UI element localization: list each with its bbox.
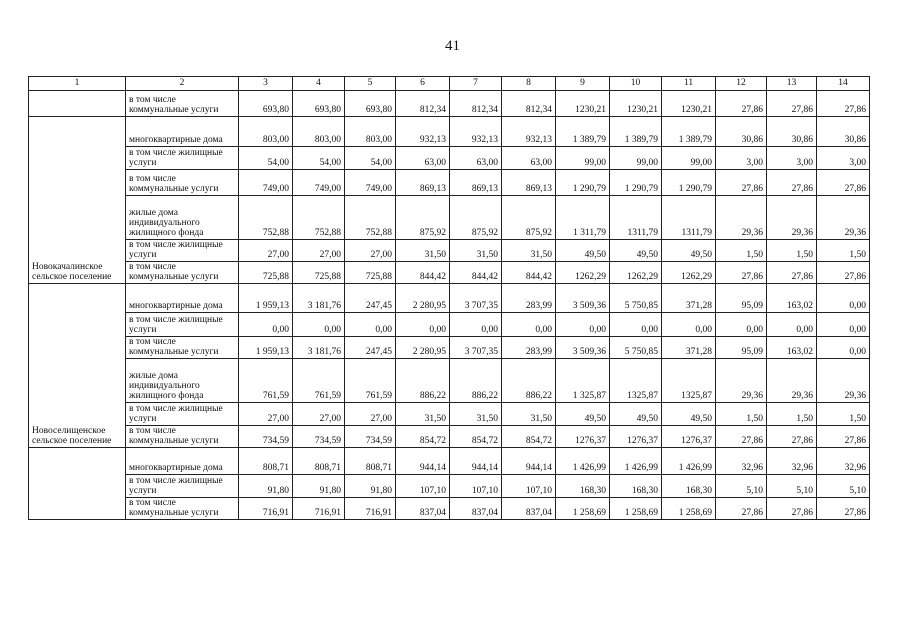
table-cell: 0,00 [293, 313, 345, 337]
table-cell: 163,02 [767, 284, 817, 313]
table-cell: 1,50 [716, 403, 767, 426]
table-cell: 944,14 [502, 448, 556, 475]
row-label: в том числе жилищные услуги [126, 147, 239, 170]
table-cell: 107,10 [502, 475, 556, 498]
table-cell: 1 389,79 [610, 117, 662, 147]
table-cell: 1 426,99 [610, 448, 662, 475]
table-cell: 27,00 [239, 240, 293, 262]
table-cell: 54,00 [293, 147, 345, 170]
page-number: 41 [445, 38, 460, 54]
table-cell: 91,80 [293, 475, 345, 498]
table-cell: 875,92 [396, 196, 450, 240]
table-cell: 1 258,69 [662, 498, 716, 520]
table-cell: 27,86 [767, 91, 817, 117]
row-label: в том числе жилищные услуги [126, 475, 239, 498]
table-cell: 27,86 [817, 498, 870, 520]
table-cell: 91,80 [239, 475, 293, 498]
table-cell: 0,00 [556, 313, 610, 337]
table-cell: 0,00 [502, 313, 556, 337]
table-cell: 854,72 [502, 426, 556, 448]
table-cell: 1,50 [716, 240, 767, 262]
table-cell: 1 325,87 [556, 359, 610, 403]
table-cell: 0,00 [767, 313, 817, 337]
row-label: многоквартирные дома [126, 284, 239, 313]
table-cell: 27,86 [716, 426, 767, 448]
table-row [29, 196, 870, 240]
table-cell: 749,00 [345, 170, 396, 196]
table-cell: 0,00 [817, 313, 870, 337]
table-cell: 5 750,85 [610, 337, 662, 359]
table-cell: 1 389,79 [556, 117, 610, 147]
table-cell: 3 707,35 [450, 284, 502, 313]
table-cell: 944,14 [450, 448, 502, 475]
table-cell: 54,00 [239, 147, 293, 170]
table-cell: 725,88 [293, 262, 345, 284]
table-cell: 99,00 [556, 147, 610, 170]
table-cell: 844,42 [396, 262, 450, 284]
table-cell: 0,00 [817, 284, 870, 313]
column-header: 2 [126, 77, 239, 91]
row-label: многоквартирные дома [126, 117, 239, 147]
table-cell: 1230,21 [610, 91, 662, 117]
table-cell: 29,36 [716, 359, 767, 403]
table-cell: 1,50 [817, 403, 870, 426]
table-cell: 844,42 [450, 262, 502, 284]
table-cell: 371,28 [662, 284, 716, 313]
column-header: 1 [29, 77, 126, 91]
row-label: в том числе коммунальные услуги [126, 426, 239, 448]
table-cell: 0,00 [345, 313, 396, 337]
table-cell: 0,00 [239, 313, 293, 337]
table-cell: 1 389,79 [662, 117, 716, 147]
column-header: 6 [396, 77, 450, 91]
table-cell: 168,30 [610, 475, 662, 498]
table-cell: 27,00 [293, 403, 345, 426]
table-cell: 734,59 [239, 426, 293, 448]
table-cell: 1276,37 [662, 426, 716, 448]
table-cell: 812,34 [450, 91, 502, 117]
table-cell: 2 280,95 [396, 337, 450, 359]
tariff-table [28, 76, 870, 520]
table-cell: 693,80 [293, 91, 345, 117]
row-label: жилые дома индивидуального жилищного фонда [126, 196, 239, 240]
table-cell: 803,00 [239, 117, 293, 147]
table-cell: 27,86 [817, 426, 870, 448]
table-cell: 30,86 [767, 117, 817, 147]
table-cell: 49,50 [662, 240, 716, 262]
table-cell: 54,00 [345, 147, 396, 170]
table-cell: 30,86 [716, 117, 767, 147]
table-cell: 808,71 [293, 448, 345, 475]
table-cell: 283,99 [502, 337, 556, 359]
table-cell: 1311,79 [610, 196, 662, 240]
table-cell: 27,86 [716, 91, 767, 117]
settlement-name [29, 448, 126, 520]
table-cell: 49,50 [556, 403, 610, 426]
column-header: 14 [817, 77, 870, 91]
table-cell: 27,86 [767, 170, 817, 196]
row-label: в том числе жилищные услуги [126, 403, 239, 426]
table-cell: 5,10 [767, 475, 817, 498]
table-cell: 27,86 [817, 262, 870, 284]
table-cell: 854,72 [450, 426, 502, 448]
column-header: 4 [293, 77, 345, 91]
table-cell: 27,86 [817, 91, 870, 117]
column-header: 12 [716, 77, 767, 91]
table-cell: 32,96 [767, 448, 817, 475]
row-label: многоквартирные дома [126, 448, 239, 475]
table-cell: 752,88 [293, 196, 345, 240]
table-cell: 803,00 [293, 117, 345, 147]
table-cell: 2 280,95 [396, 284, 450, 313]
table-cell: 1 959,13 [239, 284, 293, 313]
table-cell: 725,88 [239, 262, 293, 284]
table-cell: 31,50 [502, 240, 556, 262]
table-cell: 1 426,99 [556, 448, 610, 475]
table-cell: 29,36 [767, 196, 817, 240]
table-cell: 761,59 [239, 359, 293, 403]
table-cell: 5,10 [716, 475, 767, 498]
table-cell: 32,96 [817, 448, 870, 475]
table-cell: 27,00 [345, 240, 396, 262]
table-cell: 0,00 [450, 313, 502, 337]
table-cell: 107,10 [396, 475, 450, 498]
column-header: 10 [610, 77, 662, 91]
table-cell: 283,99 [502, 284, 556, 313]
table-cell: 27,86 [716, 262, 767, 284]
table-cell: 27,86 [817, 170, 870, 196]
row-label: жилые дома индивидуального жилищного фонда [126, 359, 239, 403]
table-row [29, 117, 870, 147]
table-cell: 247,45 [345, 284, 396, 313]
table-cell: 1311,79 [662, 196, 716, 240]
table-cell: 27,00 [345, 403, 396, 426]
table-cell: 30,86 [817, 117, 870, 147]
table-cell: 32,96 [716, 448, 767, 475]
settlement-name [29, 91, 126, 117]
table-cell: 247,45 [345, 337, 396, 359]
row-label: в том числе жилищные услуги [126, 240, 239, 262]
table-cell: 808,71 [239, 448, 293, 475]
column-header: 13 [767, 77, 817, 91]
table-cell: 812,34 [502, 91, 556, 117]
table-row [29, 475, 870, 498]
table-cell: 869,13 [396, 170, 450, 196]
table-cell: 31,50 [450, 403, 502, 426]
row-label: в том числе коммунальные услуги [126, 262, 239, 284]
table-cell: 837,04 [396, 498, 450, 520]
table-row [29, 426, 870, 448]
table-cell: 1230,21 [662, 91, 716, 117]
table-cell: 752,88 [239, 196, 293, 240]
table-cell: 875,92 [450, 196, 502, 240]
table-cell: 0,00 [817, 337, 870, 359]
table-row [29, 403, 870, 426]
table-cell: 31,50 [502, 403, 556, 426]
row-label: в том числе коммунальные услуги [126, 91, 239, 117]
table-cell: 3,00 [716, 147, 767, 170]
table-cell: 163,02 [767, 337, 817, 359]
column-header: 5 [345, 77, 396, 91]
table-cell: 3 707,35 [450, 337, 502, 359]
table-cell: 1325,87 [610, 359, 662, 403]
table-cell: 869,13 [450, 170, 502, 196]
table-cell: 875,92 [502, 196, 556, 240]
table-cell: 95,09 [716, 284, 767, 313]
table-cell: 1276,37 [610, 426, 662, 448]
table-cell: 3,00 [817, 147, 870, 170]
table-cell: 734,59 [345, 426, 396, 448]
table-cell: 31,50 [396, 240, 450, 262]
table-cell: 1325,87 [662, 359, 716, 403]
table-cell: 99,00 [610, 147, 662, 170]
table-cell: 1276,37 [556, 426, 610, 448]
table-cell: 854,72 [396, 426, 450, 448]
table-cell: 1 290,79 [662, 170, 716, 196]
table-row [29, 359, 870, 403]
table-cell: 99,00 [662, 147, 716, 170]
table-row [29, 262, 870, 284]
table-cell: 803,00 [345, 117, 396, 147]
table-cell: 0,00 [716, 313, 767, 337]
table-cell: 3 181,76 [293, 337, 345, 359]
table-cell: 27,86 [716, 170, 767, 196]
table-cell: 1262,29 [610, 262, 662, 284]
table-cell: 29,36 [767, 359, 817, 403]
table-cell: 886,22 [502, 359, 556, 403]
table-cell: 1 258,69 [610, 498, 662, 520]
table-cell: 63,00 [396, 147, 450, 170]
table-cell: 734,59 [293, 426, 345, 448]
table-cell: 812,34 [396, 91, 450, 117]
table-cell: 749,00 [239, 170, 293, 196]
table-cell: 693,80 [239, 91, 293, 117]
table-cell: 1 290,79 [556, 170, 610, 196]
table-row [29, 284, 870, 313]
table-row [29, 313, 870, 337]
table-cell: 886,22 [450, 359, 502, 403]
header-row [29, 77, 870, 91]
table-body [29, 77, 870, 520]
table-cell: 27,00 [239, 403, 293, 426]
table-cell: 808,71 [345, 448, 396, 475]
table-cell: 3 509,36 [556, 284, 610, 313]
row-label: в том числе коммунальные услуги [126, 498, 239, 520]
column-header: 3 [239, 77, 293, 91]
table-cell: 49,50 [662, 403, 716, 426]
table-cell: 63,00 [502, 147, 556, 170]
column-header: 11 [662, 77, 716, 91]
table-row [29, 498, 870, 520]
settlement-name: Новокачалинское сельское поселение [29, 117, 126, 284]
table-cell: 3 181,76 [293, 284, 345, 313]
table-cell: 752,88 [345, 196, 396, 240]
table-cell: 27,86 [767, 262, 817, 284]
table-cell: 1 258,69 [556, 498, 610, 520]
table-cell: 1,50 [767, 403, 817, 426]
table-cell: 1262,29 [556, 262, 610, 284]
table-row [29, 337, 870, 359]
table-cell: 1 311,79 [556, 196, 610, 240]
table-cell: 886,22 [396, 359, 450, 403]
column-header: 9 [556, 77, 610, 91]
table-cell: 932,13 [450, 117, 502, 147]
row-label: в том числе жилищные услуги [126, 313, 239, 337]
table-cell: 27,00 [293, 240, 345, 262]
table-row [29, 240, 870, 262]
table-cell: 932,13 [396, 117, 450, 147]
row-label: в том числе коммунальные услуги [126, 170, 239, 196]
table-cell: 869,13 [502, 170, 556, 196]
table-cell: 1262,29 [662, 262, 716, 284]
table-cell: 0,00 [610, 313, 662, 337]
table-cell: 716,91 [293, 498, 345, 520]
table-cell: 761,59 [293, 359, 345, 403]
table-cell: 168,30 [556, 475, 610, 498]
settlement-name: Новоселищенское сельское поселение [29, 284, 126, 448]
table-cell: 371,28 [662, 337, 716, 359]
table-row [29, 147, 870, 170]
table-cell: 725,88 [345, 262, 396, 284]
table-cell: 716,91 [345, 498, 396, 520]
table-cell: 5,10 [817, 475, 870, 498]
table-cell: 693,80 [345, 91, 396, 117]
table-cell: 761,59 [345, 359, 396, 403]
table-cell: 63,00 [450, 147, 502, 170]
table-cell: 1 290,79 [610, 170, 662, 196]
column-header: 7 [450, 77, 502, 91]
column-header: 8 [502, 77, 556, 91]
table-cell: 3,00 [767, 147, 817, 170]
table-cell: 29,36 [817, 196, 870, 240]
table-cell: 0,00 [396, 313, 450, 337]
table-cell: 844,42 [502, 262, 556, 284]
table-cell: 31,50 [396, 403, 450, 426]
table-cell: 1 959,13 [239, 337, 293, 359]
table-cell: 95,09 [716, 337, 767, 359]
table-cell: 49,50 [610, 240, 662, 262]
table-cell: 837,04 [450, 498, 502, 520]
table-cell: 1 426,99 [662, 448, 716, 475]
table-cell: 0,00 [662, 313, 716, 337]
table-cell: 1,50 [767, 240, 817, 262]
table-cell: 716,91 [239, 498, 293, 520]
table-cell: 1230,21 [556, 91, 610, 117]
table-cell: 31,50 [450, 240, 502, 262]
table-cell: 168,30 [662, 475, 716, 498]
table-cell: 27,86 [767, 498, 817, 520]
table-cell: 944,14 [396, 448, 450, 475]
table-cell: 837,04 [502, 498, 556, 520]
table-cell: 91,80 [345, 475, 396, 498]
row-label: в том числе коммунальные услуги [126, 337, 239, 359]
table-row [29, 91, 870, 117]
table-row [29, 448, 870, 475]
table-cell: 749,00 [293, 170, 345, 196]
table-cell: 5 750,85 [610, 284, 662, 313]
table-cell: 27,86 [767, 426, 817, 448]
table-cell: 107,10 [450, 475, 502, 498]
table-row [29, 170, 870, 196]
table-cell: 29,36 [716, 196, 767, 240]
table-cell: 27,86 [716, 498, 767, 520]
table-cell: 3 509,36 [556, 337, 610, 359]
table-cell: 29,36 [817, 359, 870, 403]
table-cell: 932,13 [502, 117, 556, 147]
table-cell: 49,50 [556, 240, 610, 262]
table-cell: 49,50 [610, 403, 662, 426]
table-cell: 1,50 [817, 240, 870, 262]
